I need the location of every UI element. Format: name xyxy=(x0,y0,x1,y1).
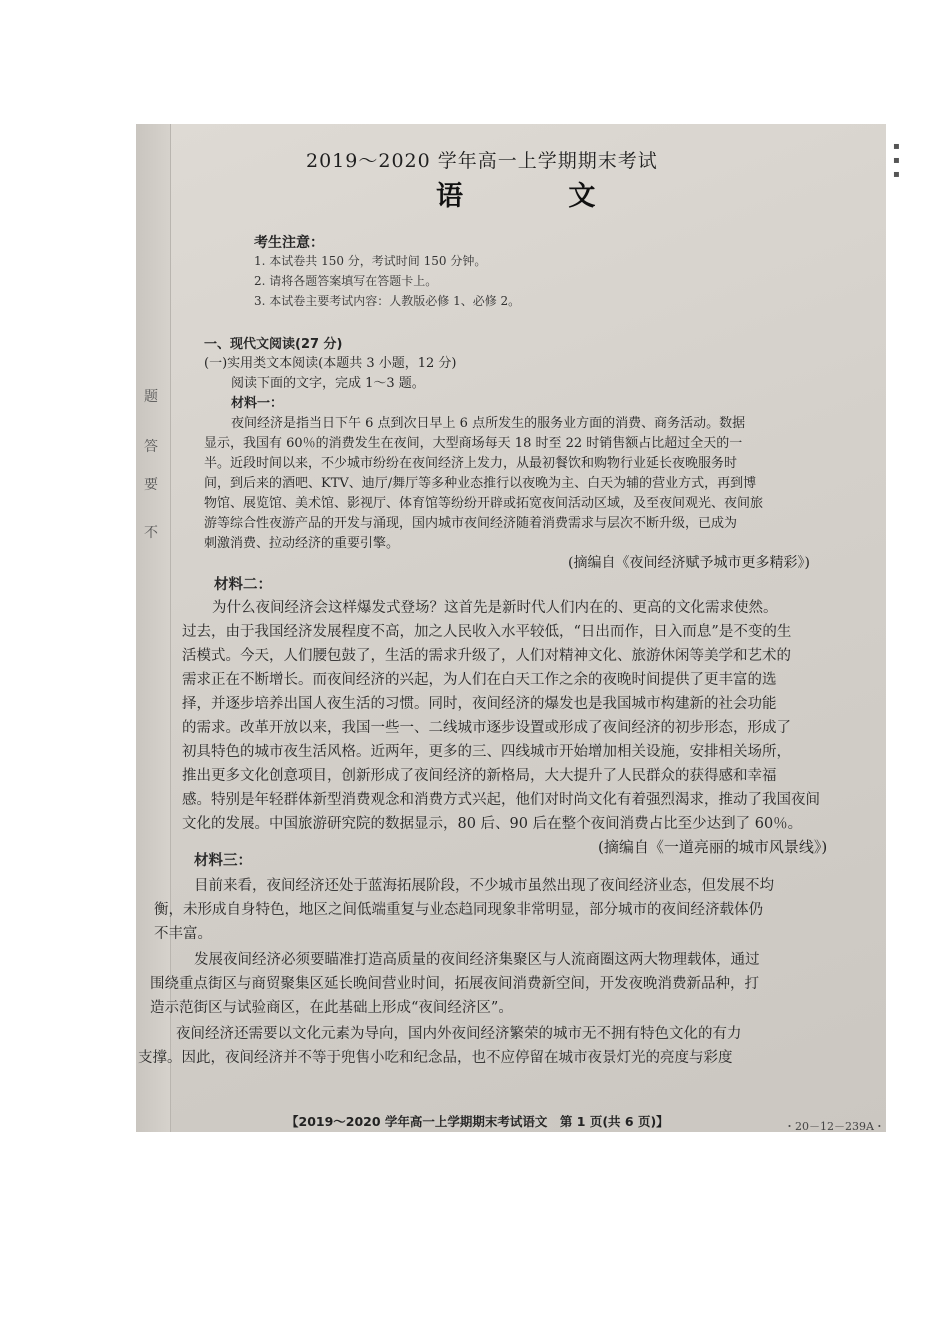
page-footer: 【2019～2020 学年高一上学期期末考试语文 第 1 页(共 6 页)】 xyxy=(286,1114,669,1129)
binding-char: 答 xyxy=(144,439,158,455)
material1-line: 物馆、展览馆、美术馆、影视厅、体育馆等纷纷开辟或拓宽夜间活动区域，及至夜间观光、夜间旅 xyxy=(204,496,764,511)
exam-title: 2019～2020 学年高一上学期期末考试 xyxy=(306,150,658,172)
material3-line: 造示范街区与试验商区，在此基础上形成“夜间经济区”。 xyxy=(150,1000,513,1016)
material3-line: 目前来看，夜间经济还处于蓝海拓展阶段，不少城市虽然出现了夜间经济业态，但发展不均 xyxy=(194,878,774,894)
material2-line: 活模式。今天，人们腰包鼓了，生活的需求升级了，人们对精神文化、旅游休闲等美学和艺术的 xyxy=(182,648,791,664)
notice-item: 3. 本试卷主要考试内容：人教版必修 1、必修 2。 xyxy=(254,294,521,308)
material2-line: 的需求。改革开放以来，我国一些一、二线城市逐步设置或形成了夜间经济的初步形态，形成了 xyxy=(182,720,791,736)
material2-source: (摘编自《一道亮丽的城市风景线》) xyxy=(598,838,828,856)
material1-line: 半。近段时间以来，不少城市纷纷在夜间经济上发力，从最初餐饮和购物行业延长夜晚服务时 xyxy=(204,456,738,471)
material3-line: 衡，未形成自身特色，地区之间低端重复与业态趋同现象非常明显，部分城市的夜间经济载体仍 xyxy=(154,902,763,918)
material2-line: 需求正在不断增长。而夜间经济的兴起，为人们在白天工作之余的夜晚时间提供了更丰富的选 xyxy=(182,672,777,688)
material1-label: 材料一： xyxy=(231,396,284,411)
subject-title: 语 文 xyxy=(436,181,644,212)
material2-line: 过去，由于我国经济发展程度不高，加之人民收入水平较低，“日出而作，日入而息”是不变的生 xyxy=(182,624,792,640)
notice-item: 1. 本试卷共 150 分，考试时间 150 分钟。 xyxy=(254,254,487,268)
material3-line: 围绕重点街区与商贸聚集区延长晚间营业时间，拓展夜间消费新空间，开发夜晚消费新品种，打 xyxy=(150,976,759,992)
material3-line: 发展夜间经济必须要瞄准打造高质量的夜间经济集聚区与人流商圈这两大物理载体，通过 xyxy=(194,952,760,968)
material3-line: 夜间经济还需要以文化元素为导向，国内外夜间经济繁荣的城市无不拥有特色文化的有力 xyxy=(176,1026,742,1042)
section-instruction: 阅读下面的文字，完成 1～3 题。 xyxy=(231,376,425,391)
material2-line: 为什么夜间经济会这样爆发式登场？这首先是新时代人们内在的、更高的文化需求使然。 xyxy=(212,600,778,616)
material1-line: 刺激消费、拉动经济的重要引擎。 xyxy=(204,536,400,551)
material2-line: 择，并逐步培养出国人夜生活的习惯。同时，夜间经济的爆发也是我国城市构建新的社会功能 xyxy=(182,696,777,712)
material2-line: 文化的发展。中国旅游研究院的数据显示，80 后、90 后在整个夜间消费占比至少达到了 60％。 xyxy=(182,816,803,832)
material2-line: 初具特色的城市夜生活风格。近两年，更多的三、四线城市开始增加相关设施，安排相关场所， xyxy=(182,744,791,760)
scanned-page-photo xyxy=(136,124,886,1132)
material1-line: 间，到后来的酒吧、KTV、迪厅/舞厅等多种业态推行以夜晚为主、白天为辅的营业方式，再到博 xyxy=(204,476,757,491)
binding-char: 不 xyxy=(144,525,158,541)
material3-line: 不丰富。 xyxy=(154,926,212,942)
binding-char: 要 xyxy=(144,477,158,493)
material3-line: 支撑。因此，夜间经济并不等于兜售小吃和纪念品，也不应停留在城市夜景灯光的亮度与彩度 xyxy=(138,1050,733,1066)
exam-code: ・20－12－239A・ xyxy=(784,1120,885,1132)
material2-label: 材料二： xyxy=(214,577,272,593)
binding-char: 题 xyxy=(144,389,158,405)
material2-line: 推出更多文化创意项目，创新形成了夜间经济的新格局，大大提升了人民群众的获得感和幸福 xyxy=(182,768,777,784)
notice-heading: 考生注意： xyxy=(254,235,324,251)
material1-line: 夜间经济是指当日下午 6 点到次日早上 6 点所发生的服务业方面的消费、商务活动。数据 xyxy=(231,416,746,431)
material2-line: 感。特别是年轻群体新型消费观念和消费方式兴起，他们对时尚文化有着强烈渴求，推动了我国夜间 xyxy=(182,792,820,808)
section-subheading: (一)实用类文本阅读(本题共 3 小题，12 分) xyxy=(204,356,457,371)
edge-marks: ▪ ▪ ▪ xyxy=(893,141,900,180)
material1-line: 显示，我国有 60％的消费发生在夜间，大型商场每天 18 时至 22 时销售额占比超过全天的一 xyxy=(204,436,743,451)
notice-item: 2. 请将各题答案填写在答题卡上。 xyxy=(254,274,438,288)
material1-line: 游等综合性夜游产品的开发与涌现，国内城市夜间经济随着消费需求与层次不断升级，已成为 xyxy=(204,516,738,531)
section-heading: 一、现代文阅读(27 分) xyxy=(204,337,343,352)
material1-source: (摘编自《夜间经济赋予城市更多精彩》) xyxy=(568,555,810,571)
material3-label: 材料三： xyxy=(194,853,252,869)
